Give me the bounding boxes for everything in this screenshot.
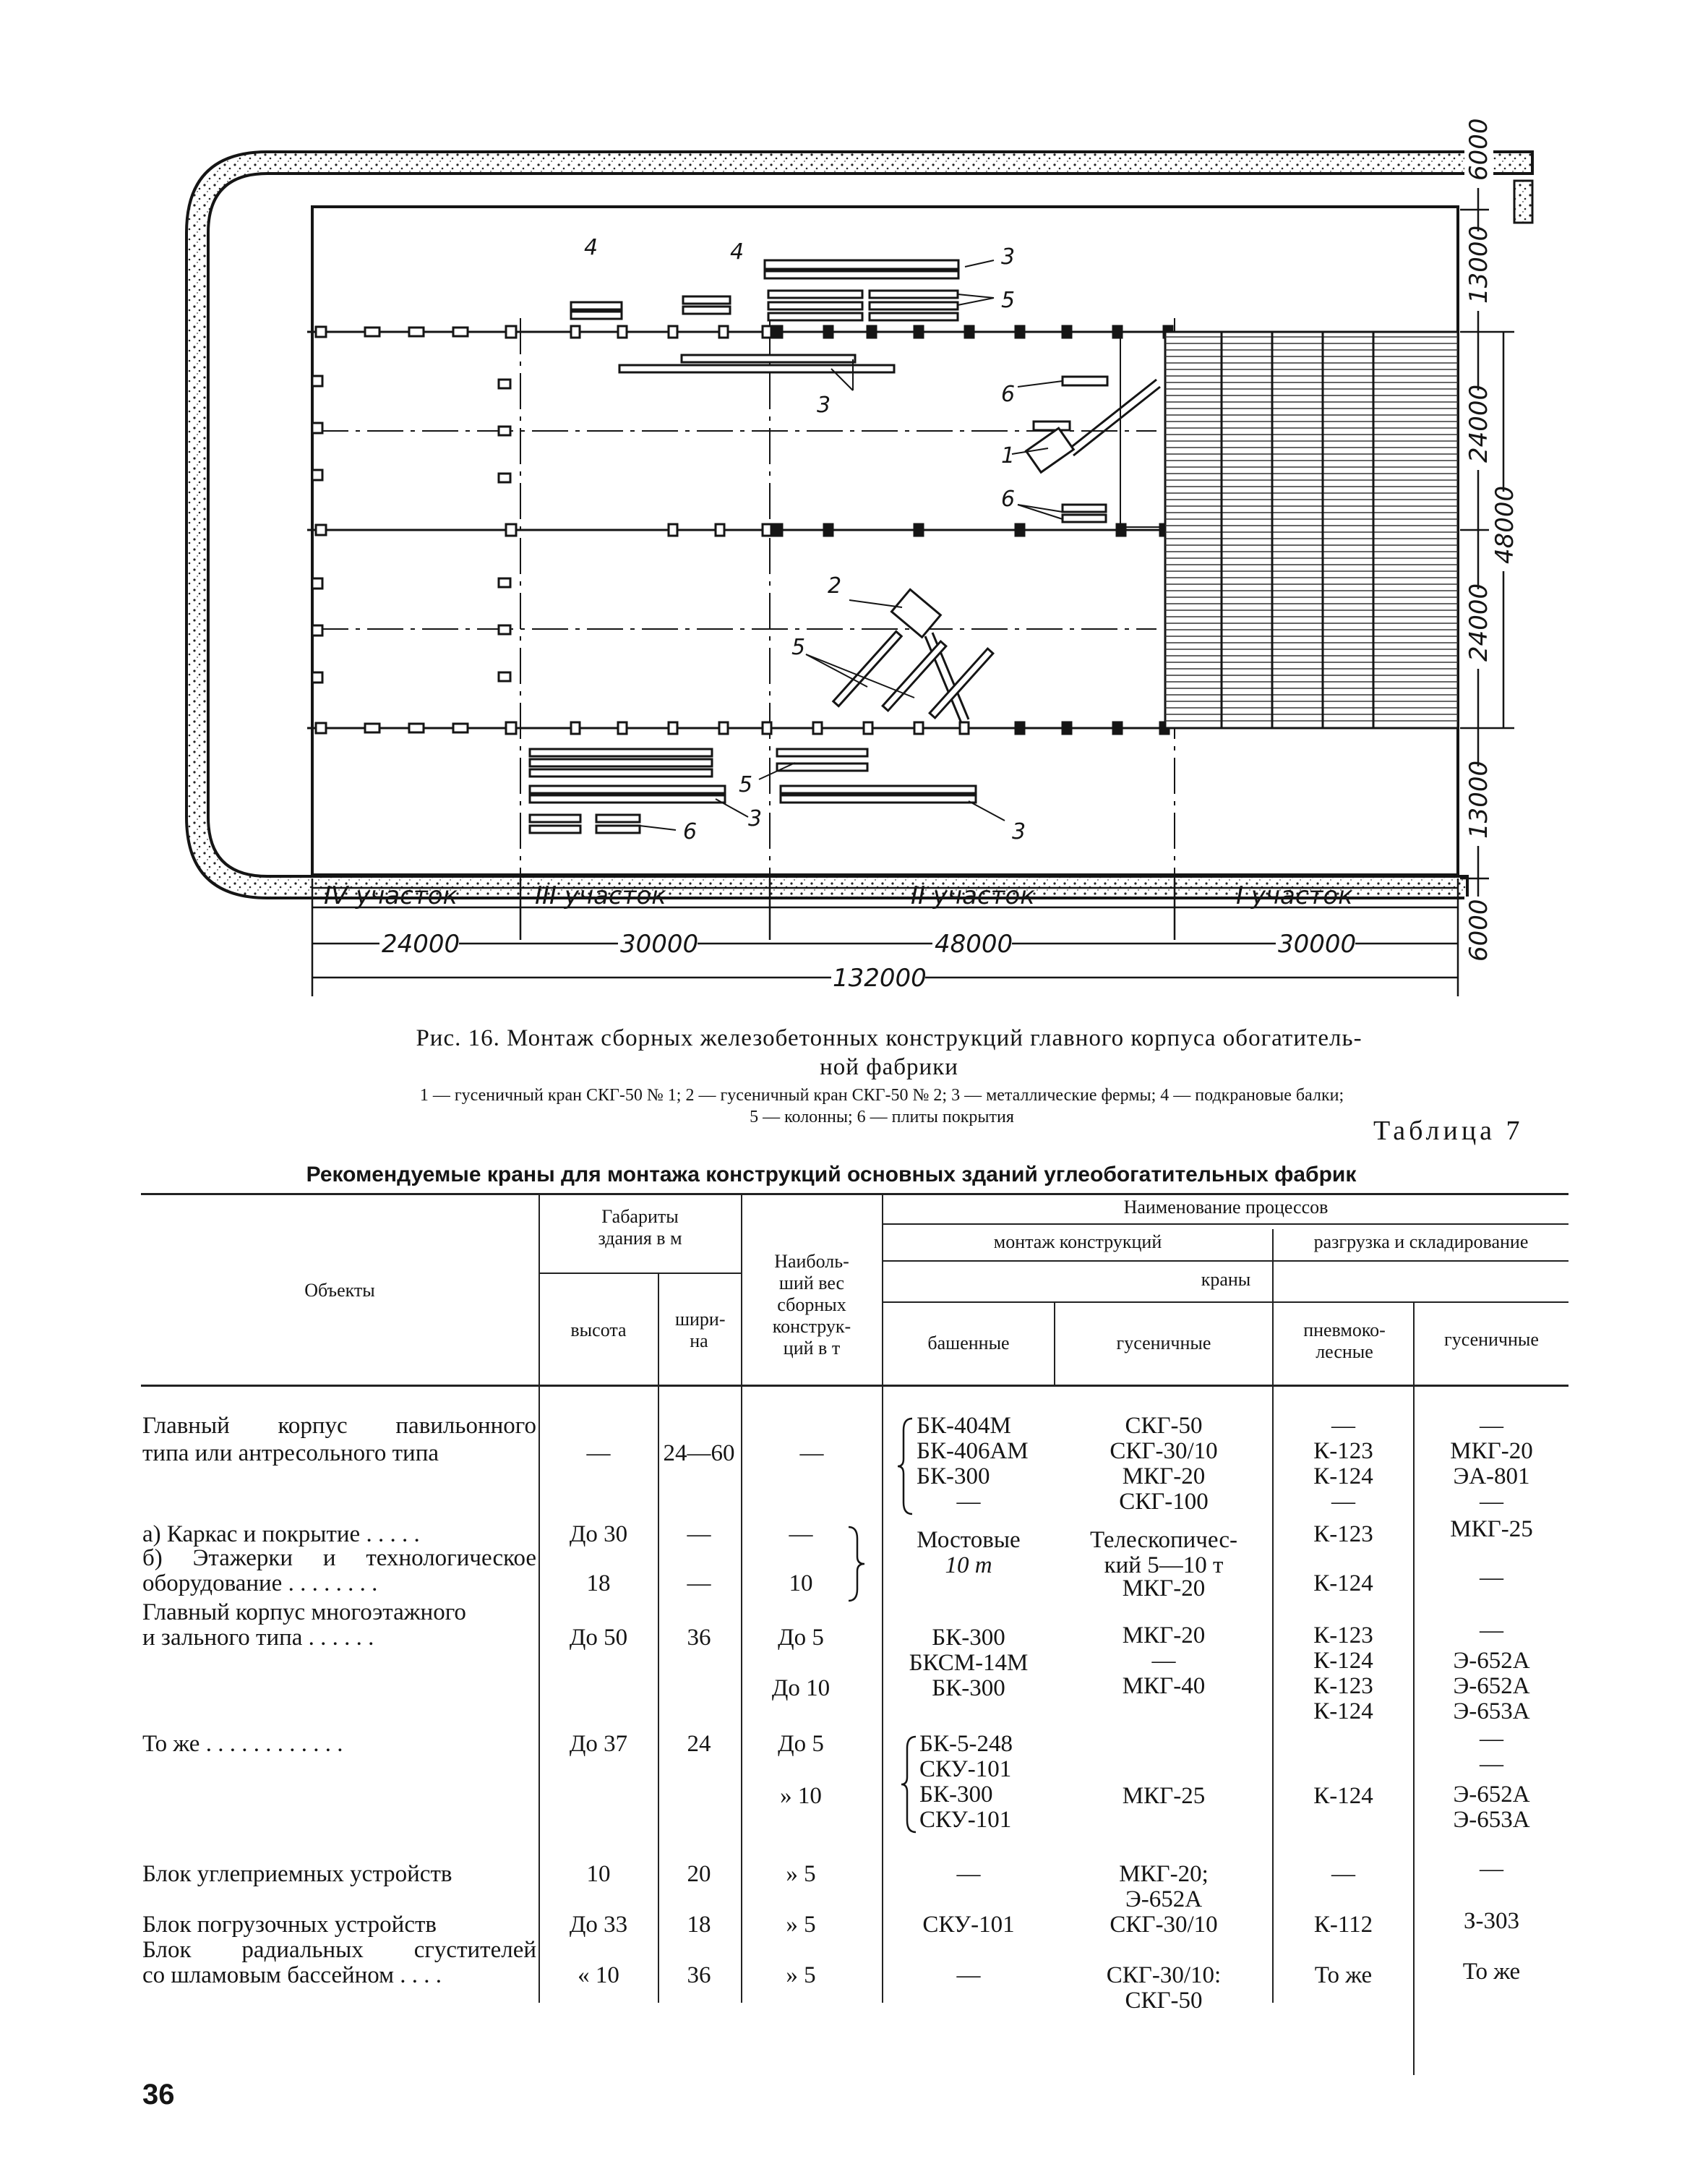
caption-line: ной фабрики [820, 1054, 958, 1080]
dim-top-road: 6000 [1464, 118, 1493, 181]
cell-pneumatic: К-123 [1313, 1521, 1373, 1547]
callout-4: 4 [584, 235, 598, 260]
cell-crawler: — [1151, 1648, 1176, 1674]
cell-tower: — [956, 1489, 981, 1515]
cell-width: — [687, 1570, 711, 1596]
callout-3: 3 [817, 393, 831, 418]
th-crawler: гусеничные [1116, 1333, 1211, 1353]
cell-tower: БК-300 [917, 1463, 990, 1489]
cell-object: Главный корпус многоэтажного [142, 1599, 466, 1625]
cell-pneumatic: К-124 [1313, 1463, 1373, 1489]
cell-width: 36 [687, 1625, 711, 1651]
cell-width: 20 [687, 1861, 711, 1887]
cell-object: и зального типа . . . . . . [142, 1625, 374, 1651]
cell-pneumatic: К-124 [1313, 1648, 1373, 1674]
cell-tower: СКУ-101 [919, 1756, 1012, 1782]
roof-slabs-installed [1120, 332, 1458, 728]
cell-height: До 33 [569, 1912, 628, 1938]
callout-3: 3 [1001, 244, 1016, 270]
cell-object: Главный корпус павильонного [142, 1413, 536, 1439]
section-label-iii: III участок [535, 881, 666, 910]
cell-weight: До 5 [778, 1731, 824, 1757]
cell-weight: — [799, 1440, 824, 1466]
dim-section-i: 30000 [1278, 930, 1357, 959]
cell-weight: До 5 [778, 1625, 824, 1651]
dim-top-strip: 13000 [1464, 225, 1493, 304]
cell-crawler: СКГ-30/10: [1106, 1962, 1222, 1988]
th-pneumatic: пневмоко-лесные [1303, 1320, 1386, 1362]
callout-4: 4 [730, 239, 744, 265]
cell-crawler-2: ЭА-801 [1453, 1463, 1530, 1489]
cell-crawler-2: — [1480, 1617, 1503, 1643]
cell-width: 36 [687, 1962, 711, 1988]
brace-icon [900, 1734, 922, 1835]
figure-legend [195, 1085, 1568, 1128]
cell-pneumatic: К-123 [1313, 1673, 1373, 1699]
callout-2: 2 [828, 573, 842, 599]
cell-height: 18 [586, 1570, 611, 1596]
cell-crawler: МКГ-25 [1122, 1783, 1206, 1809]
cell-object: б) Этажерки и технологическое [142, 1545, 536, 1571]
dim-section-iii: 30000 [620, 930, 699, 959]
cell-height: — [586, 1440, 611, 1466]
callout-6: 6 [1001, 382, 1016, 407]
cell-tower: Мостовые [917, 1527, 1021, 1553]
cell-tower: БК-300 [932, 1625, 1005, 1651]
legend-line: 1 — гусеничный кран СКГ-50 № 1; 2 — гусеничный кран СКГ-50 № 2; 3 — металлические фермы; 4 — подкрановые балки; [419, 1086, 1344, 1105]
dim-total: 132000 [833, 964, 927, 993]
table-title: Рекомендуемые краны для монтажа конструкций основных зданий углеобогатительных фабрик [306, 1163, 1357, 1186]
cell-weight: 10 [789, 1570, 813, 1596]
cell-height: « 10 [578, 1962, 619, 1988]
cell-object: Блок радиальных сгустителей [142, 1937, 536, 1963]
cell-width: 24 [687, 1731, 711, 1757]
cell-crawler-2: Э-653А [1453, 1698, 1530, 1724]
dim-bottom-strip: 13000 [1464, 760, 1493, 839]
cell-tower: СКУ-101 [919, 1807, 1012, 1833]
cell-crawler-2: З-303 [1463, 1908, 1520, 1934]
cell-crawler-2: Э-652А [1453, 1648, 1530, 1674]
cell-tower: — [956, 1861, 981, 1887]
cell-crawler-2: — [1480, 1413, 1503, 1439]
cell-crawler: Э-652А [1125, 1886, 1203, 1912]
cell-object: Блок углеприемных устройств [142, 1861, 452, 1887]
stored-trusses-top [571, 260, 1107, 522]
cell-crawler: СКГ-50 [1125, 1988, 1203, 2014]
cell-crawler-2: МКГ-20 [1450, 1438, 1533, 1464]
cell-object: со шламовым бассейном . . . . [142, 1962, 442, 1988]
brace-icon [846, 1524, 867, 1604]
cell-tower: БК-406АМ [917, 1438, 1029, 1464]
cell-crawler-2: — [1480, 1856, 1503, 1882]
cell-pneumatic: К-112 [1313, 1912, 1373, 1938]
callout-5: 5 [1001, 288, 1016, 313]
cell-width: 18 [687, 1912, 711, 1938]
site-plan-drawing [0, 0, 1708, 1027]
cell-tower: БК-404М [917, 1413, 1011, 1439]
caption-line: Рис. 16. Монтаж сборных железобетонных конструкций главного корпуса обогатитель- [416, 1025, 1362, 1051]
dim-bay-2: 24000 [1464, 583, 1493, 662]
cell-crawler: Телескопичес- [1089, 1527, 1237, 1553]
cell-weight: » 10 [780, 1783, 822, 1809]
cell-crawler: СКГ-100 [1119, 1489, 1209, 1515]
th-dims: Габариты здания в м [598, 1206, 682, 1249]
cell-crawler-2: То же [1462, 1959, 1521, 1985]
cell-height: До 37 [569, 1731, 628, 1757]
cell-weight: » 5 [786, 1912, 816, 1938]
th-processes: Наименование процессов [1123, 1197, 1329, 1218]
cell-crawler-2: Э-653А [1453, 1807, 1530, 1833]
cell-height: До 50 [569, 1625, 628, 1651]
cell-tower: БК-5-248 [919, 1731, 1013, 1757]
dim-bottom-road: 6000 [1464, 899, 1493, 962]
cell-crawler-2: МКГ-25 [1450, 1516, 1533, 1542]
dim-bay-total: 48000 [1490, 485, 1519, 564]
cell-crawler-2: — [1480, 1565, 1503, 1591]
cell-crawler: СКГ-30/10 [1110, 1438, 1218, 1464]
cell-crawler-2: — [1480, 1489, 1503, 1515]
cell-crawler: МКГ-20; [1119, 1861, 1209, 1887]
cell-weight: » 5 [786, 1861, 816, 1887]
cell-object: Блок погрузочных устройств [142, 1912, 437, 1938]
th-crawler-2: гусеничные [1444, 1329, 1539, 1350]
cell-pneumatic: К-123 [1313, 1622, 1373, 1648]
cell-tower: 10 т [945, 1552, 992, 1578]
cell-width: 24—60 [663, 1440, 735, 1466]
callout-5: 5 [791, 635, 806, 660]
callout-6: 6 [683, 819, 698, 844]
callout-6: 6 [1001, 487, 1016, 512]
th-width: шири-на [675, 1309, 726, 1351]
cell-crawler-2: Э-652А [1453, 1673, 1530, 1699]
cell-tower: БК-300 [932, 1675, 1005, 1701]
cell-crawler-2: — [1480, 1726, 1503, 1752]
legend-line: 5 — колонны; 6 — плиты покрытия [750, 1108, 1014, 1126]
cell-tower: БКСМ-14М [909, 1650, 1029, 1676]
cell-crawler-2: — [1480, 1751, 1503, 1777]
cell-crawler: МКГ-20 [1122, 1463, 1206, 1489]
cell-weight: » 5 [786, 1962, 816, 1988]
th-tower: башенные [927, 1333, 1010, 1353]
cell-tower: — [956, 1962, 981, 1988]
th-objects: Объекты [304, 1280, 375, 1301]
cell-pneumatic: То же [1314, 1962, 1373, 1988]
cell-pneumatic: — [1331, 1861, 1355, 1887]
cell-crawler-2: Э-652А [1453, 1782, 1530, 1808]
cell-crawler: СКГ-30/10 [1110, 1912, 1218, 1938]
th-unloading: разгрузка и складирование [1313, 1231, 1529, 1252]
th-height: высота [570, 1320, 627, 1340]
cell-pneumatic: К-124 [1313, 1698, 1373, 1724]
th-assembly: монтаж конструкций [993, 1231, 1162, 1252]
callout-1: 1 [1001, 443, 1016, 469]
section-label-ii: II участок [911, 881, 1035, 910]
cell-pneumatic: К-124 [1313, 1570, 1373, 1596]
cell-pneumatic: К-124 [1313, 1783, 1373, 1809]
cell-object: типа или антресольного типа [142, 1440, 439, 1466]
cell-height: 10 [586, 1861, 611, 1887]
dim-bay-1: 24000 [1464, 384, 1493, 463]
brace-icon [896, 1416, 918, 1517]
cell-object: оборудование . . . . . . . . [142, 1570, 378, 1596]
page-number: 36 [142, 2079, 175, 2110]
cell-pneumatic: К-123 [1313, 1438, 1373, 1464]
cell-crawler: МКГ-20 [1122, 1575, 1206, 1601]
cell-crawler: СКГ-50 [1125, 1413, 1203, 1439]
callout-3: 3 [1012, 819, 1026, 844]
th-max-weight: Наиболь-ший вес сборных конструк-ций в т [772, 1251, 851, 1359]
cell-crawler: МКГ-40 [1122, 1673, 1206, 1699]
figure-caption [275, 1024, 1503, 1082]
section-label-iv: IV участок [324, 881, 458, 910]
cell-object: а) Каркас и покрытие . . . . . [142, 1521, 420, 1547]
cell-weight: До 10 [771, 1675, 831, 1701]
cell-tower: СКУ-101 [922, 1912, 1015, 1938]
table-number: Таблица 7 [1373, 1116, 1524, 1146]
cell-weight: — [789, 1521, 813, 1547]
dim-section-iv: 24000 [382, 930, 460, 959]
dim-section-ii: 48000 [935, 930, 1013, 959]
callout-3: 3 [748, 806, 763, 831]
cell-tower: БК-300 [919, 1782, 993, 1808]
cell-pneumatic: — [1331, 1489, 1355, 1515]
cell-height: До 30 [569, 1521, 628, 1547]
cell-pneumatic: — [1331, 1413, 1355, 1439]
cell-object: То же . . . . . . . . . . . . [142, 1731, 343, 1757]
section-label-i: I участок [1236, 881, 1353, 910]
callout-5: 5 [739, 772, 753, 797]
cell-crawler: МКГ-20 [1122, 1622, 1206, 1648]
cell-crawler: кий 5—10 т [1104, 1552, 1224, 1578]
th-cranes: краны [1201, 1269, 1251, 1290]
cell-width: — [687, 1521, 711, 1547]
